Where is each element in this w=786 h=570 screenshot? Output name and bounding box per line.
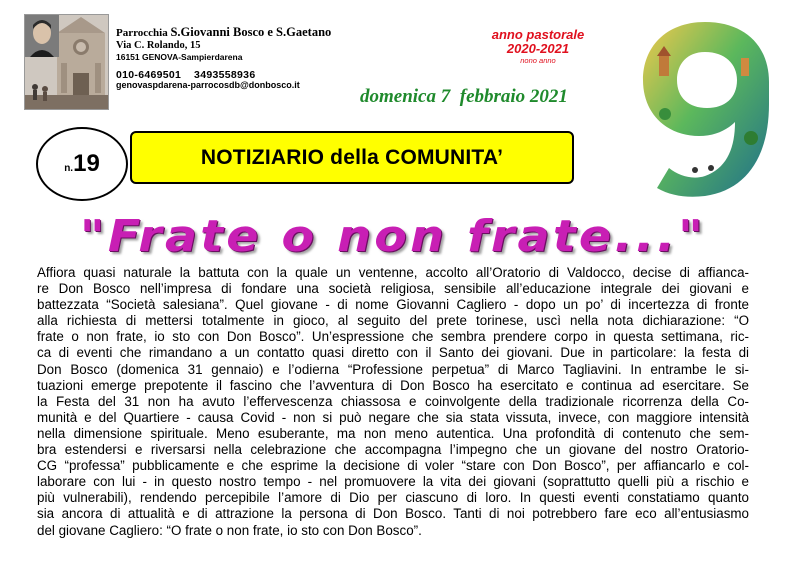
body-line: alla richiesta di mettersi totalmente in gioco, al seguito del prete torinese, uscì nella nota dichiarazione: “O: [37, 313, 749, 329]
pastoral-year: [478, 27, 598, 66]
issue-date: domenica 7 febbraio 2021: [360, 86, 568, 107]
body-line: più vulnerabili), rendendo percepibile l’amore di Dio per ciascuno di loro. In questi eventi constatiamo quanto: [37, 490, 749, 506]
article-body: [37, 265, 749, 539]
nine-illustration-icon: [635, 18, 775, 198]
body-line: Affiora quasi naturale la battuta con la quale un ventenne, accolto all’Oratorio di Valdocco, decise di affianca-: [37, 265, 749, 280]
body-line: sia ancora di attualità e di attrazione la persona di Don Bosco. Tanti di noi potrebbero fare eco all’entusiasmo: [37, 506, 749, 522]
issue-number-badge: [36, 127, 128, 201]
body-line: ca di eventi che rimandano a un contatto quasi diretto con il Santo dei giovani. Due in particolare: la festa di: [37, 345, 749, 361]
parish-photo: [24, 14, 109, 110]
phone-numbers: 010-6469501 3493558936: [116, 69, 256, 81]
body-line: re Don Bosco nell’impresa di fondare una società religiosa, sensibile all’educazione integrale dei giovani e: [37, 281, 749, 297]
body-line: laborare con lui - in questo nostro tempo - nel promuovere la vita dei giovani (soprattutto quelli più a rischio e: [37, 474, 749, 490]
body-line: tuazioni emerge prepotente il fascino che l’avventura di Don Bosco ha esercitato e continua ad esercitare. Se: [37, 377, 749, 393]
pastoral-year-label: anno pastorale: [491, 27, 585, 42]
parish-title: [116, 26, 331, 39]
body-line: del giovane Cagliero: “O frate o non frate, io sto con Don Bosco”.: [37, 522, 422, 538]
body-line: nella dimensione spirituale. Meno esuberante, ma non meno autentica. Una profondità di contenuto che sem-: [37, 425, 749, 441]
body-line: la Festa del 31 non ha avuto l’effervescenza chiassosa e coinvolgente della tradizionale ricorrenza della Co-: [37, 393, 749, 409]
body-line: munità e del Quartiere - causa Covid - non si può negare che sia stata vissuta, invece, con maggiore intensità: [37, 409, 749, 425]
parish-name: S.Giovanni Bosco e S.Gaetano: [170, 25, 332, 39]
parish-prefix: Parrocchia: [116, 27, 168, 39]
body-line: bra estendersi e riversarsi nella celebrazione che accompagna l’impegno che un giovane del nostro Oratorio-: [37, 442, 749, 458]
email-address[interactable]: genovaspdarena-parrocosdb@donbosco.it: [116, 80, 300, 90]
newsletter-title-banner: NOTIZIARIO della COMUNITA’: [130, 131, 574, 184]
body-line: frate o non frate, io sto con Don Bosco”. Un’espressione che sembra prendere corpo in questa settimana, ric-: [37, 329, 749, 345]
pastoral-year-ordinal: nono anno: [520, 56, 556, 65]
body-line: CG “professa” pubblicamente e che esprime la decisione di voler “stare con Don Bosco”, per affiancarlo e col-: [37, 458, 749, 474]
address-street: Via C. Rolando, 15: [116, 40, 201, 51]
body-line: Don Bosco (domenica 31 gennaio) e l’odierna “Professione perpetua” di Marco Tagliavini. In entrambe le si-: [37, 361, 749, 377]
address-city: 16151 GENOVA-Sampierdarena: [116, 52, 243, 62]
pastoral-year-years: 2020-2021: [506, 41, 570, 56]
issue-number-prefix: n.: [64, 162, 74, 174]
issue-number: 19: [73, 150, 100, 177]
article-headline: "Frate o non frate...": [79, 211, 707, 262]
body-line: battezzata “Società salesiana”. Quel giovane - di nome Giovanni Cagliero - dopo un po’ di incertezza di fronte: [37, 297, 749, 313]
